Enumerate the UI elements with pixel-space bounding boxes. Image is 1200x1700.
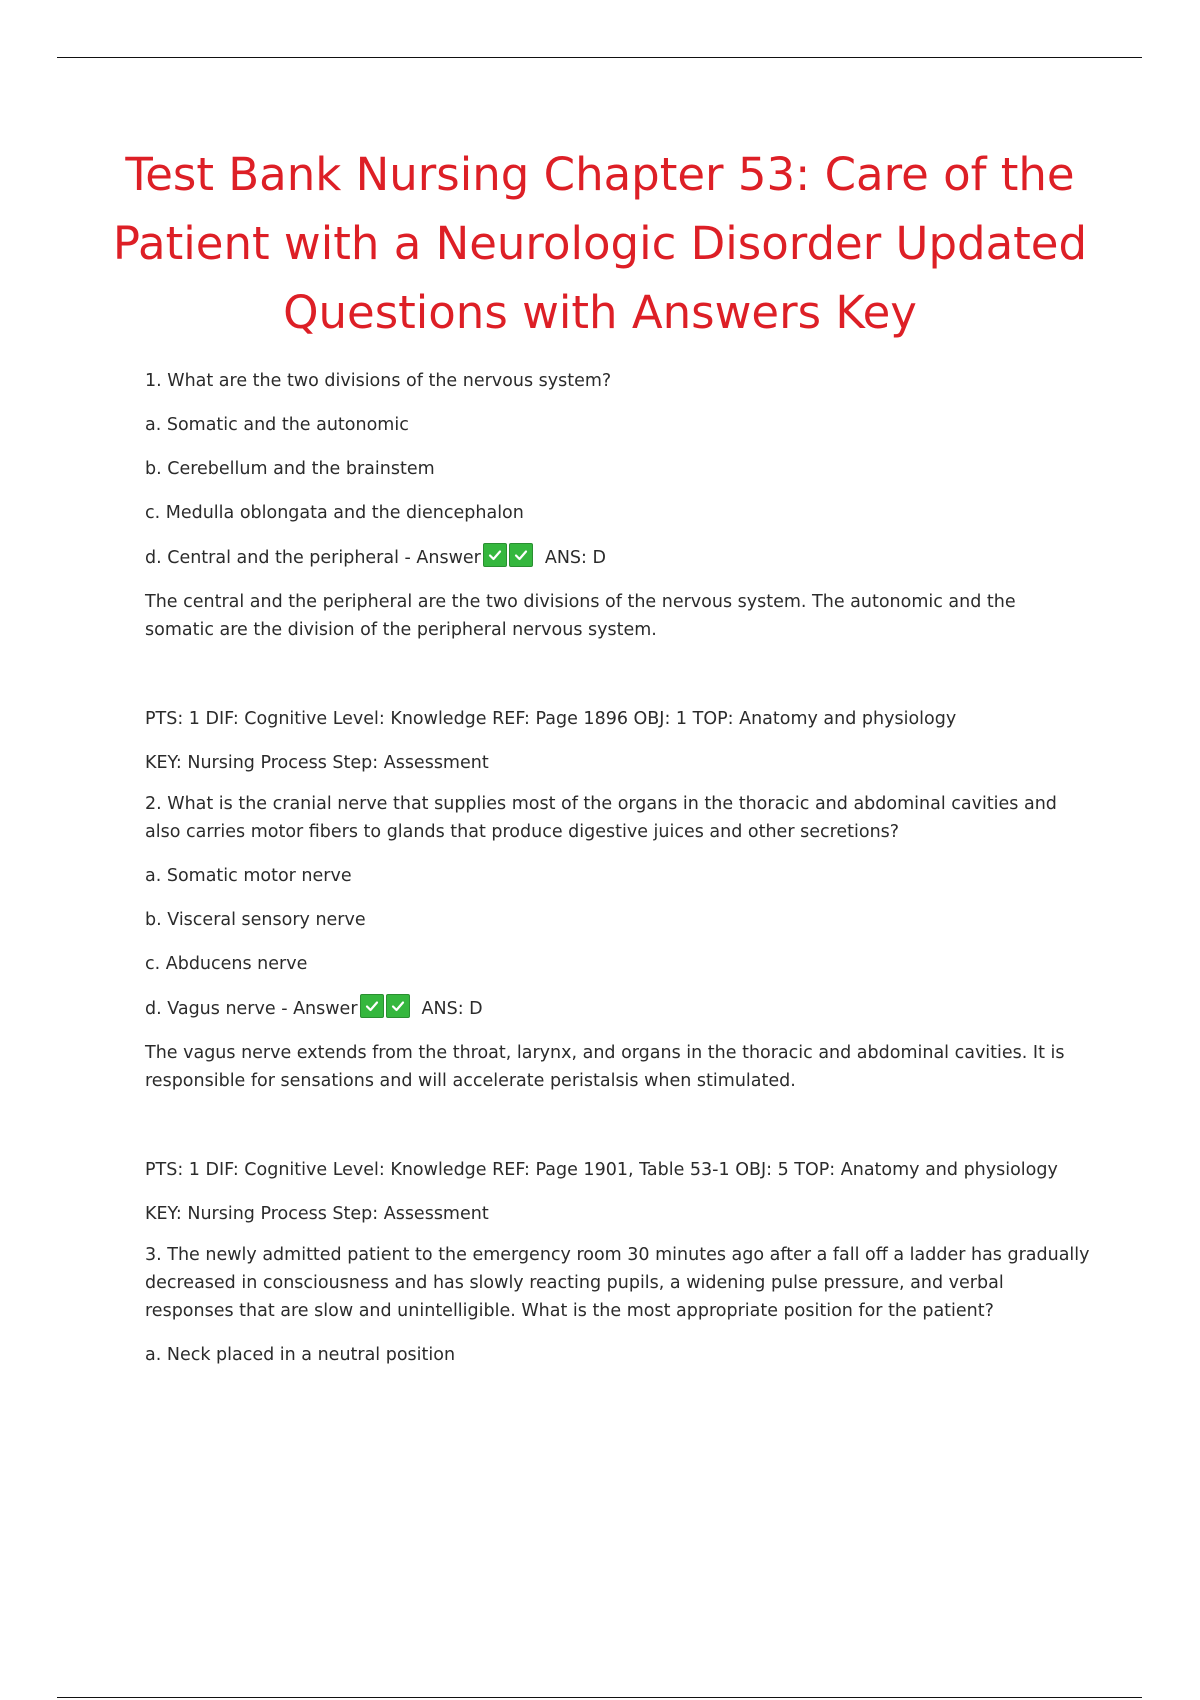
check-mark-icon — [386, 994, 410, 1018]
document-body — [145, 367, 1090, 1385]
document-title: Test Bank Nursing Chapter 53: Care of the Patient with a Neurologic Disorder Updated Questions with Answers Key — [112, 148, 1088, 339]
question-2-key: KEY: Nursing Process Step: Assessment — [145, 1204, 489, 1224]
question-1-option-d: d. Central and the peripheral - Answer — [145, 548, 481, 568]
question-1-rationale: The central and the peripheral are the two divisions of the nervous system. The autonomic and the somatic are the division of the peripheral nervous system. — [145, 592, 1016, 640]
question-2-answer: ANS: D — [421, 999, 483, 1019]
question-1-option-d-line — [145, 543, 1090, 572]
check-mark-icon — [483, 543, 507, 567]
question-1-meta: PTS: 1 DIF: Cognitive Level: Knowledge REF: Page 1896 OBJ: 1 TOP: Anatomy and physiology — [145, 709, 957, 729]
question-1-option-c: c. Medulla oblongata and the diencephalon — [145, 503, 524, 523]
question-3-option-a: a. Neck placed in a neutral position — [145, 1345, 456, 1365]
bottom-rule — [57, 1697, 1142, 1698]
question-2-option-d-line — [145, 994, 1090, 1023]
question-2-option-a: a. Somatic motor nerve — [145, 866, 352, 886]
question-2-meta: PTS: 1 DIF: Cognitive Level: Knowledge REF: Page 1901, Table 53-1 OBJ: 5 TOP: Anatomy and physiology — [145, 1160, 1058, 1180]
question-1-option-b: b. Cerebellum and the brainstem — [145, 459, 435, 479]
question-2-option-b: b. Visceral sensory nerve — [145, 910, 366, 930]
question-2-option-c: c. Abducens nerve — [145, 954, 308, 974]
question-1-option-a: a. Somatic and the autonomic — [145, 415, 409, 435]
question-3-text: 3. The newly admitted patient to the emergency room 30 minutes ago after a fall off a ladder has gradually decreased in consciousness and has slowly reacting pupils, a widening pulse pressure, and verbal responses that are slow and unintelligible. What is the most appropriate position for the patient? — [145, 1245, 1090, 1321]
question-1-text: 1. What are the two divisions of the nervous system? — [145, 371, 612, 391]
question-2-text: 2. What is the cranial nerve that supplies most of the organs in the thoracic and abdominal cavities and also carries motor fibers to glands that produce digestive juices and other secretions? — [145, 794, 1057, 842]
question-2-option-d: d. Vagus nerve - Answer — [145, 999, 358, 1019]
question-2-rationale: The vagus nerve extends from the throat, larynx, and organs in the thoracic and abdominal cavities. It is responsible for sensations and will accelerate peristalsis when stimulated. — [145, 1043, 1065, 1091]
question-1-key: KEY: Nursing Process Step: Assessment — [145, 753, 489, 773]
top-rule — [57, 57, 1142, 58]
question-1-answer: ANS: D — [544, 548, 606, 568]
check-mark-icon — [360, 994, 384, 1018]
check-mark-icon — [509, 543, 533, 567]
